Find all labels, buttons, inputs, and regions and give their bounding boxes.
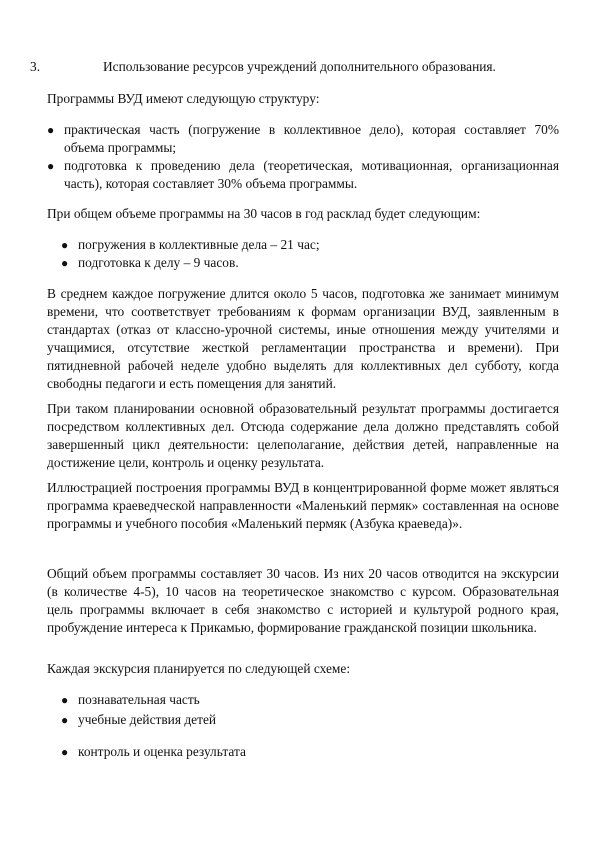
- paragraph-illustration: Иллюстрацией построения программы ВУД в концентрированной форме может являться программа краеведческой направленности «Маленький пермяк» составленная на основе программы и учебного пособия «Маленький пермяк (Азбука краеведа)».: [47, 480, 559, 531]
- bullet-icon: ●: [61, 713, 69, 727]
- paragraph-volume: Общий объем программы составляет 30 часов. Из них 20 часов отводится на экскурсии (в количестве 4-5), 10 часов на теоретическое знакомство с курсом. Образовательная цель программы включает в себя знакомство с историей и культурой родного края, пробуждение интереса к Прикамью, формирование гражданской позиции школьника.: [47, 566, 559, 635]
- list-item-scheme-2: учебные действия детей: [78, 712, 217, 727]
- bullet-icon: ●: [61, 693, 69, 707]
- paragraph-planning: При таком планировании основной образовательный результат программы достигается посредством коллективных дел. Отсюда содержание дела должно представлять собой завершенный цикл деятельности: целеполагание, действия детей, направленные на достижение цели, контроль и оценку результата.: [47, 401, 559, 470]
- list-item-structure-2: подготовка к проведению дела (теоретическая, мотивационная, организационная часть), которая составляет 30% объема программы.: [64, 158, 559, 191]
- list-item-hours-2: подготовка к делу – 9 часов.: [78, 255, 239, 270]
- paragraph-hours-intro: При общем объеме программы на 30 часов в год расклад будет следующим:: [47, 206, 481, 221]
- paragraph-structure-intro: Программы ВУД имеют следующую структуру:: [47, 91, 320, 106]
- paragraph-scheme-intro: Каждая экскурсия планируется по следующей схеме:: [47, 661, 351, 676]
- bullet-icon: ●: [61, 238, 69, 252]
- bullet-icon: ●: [47, 159, 55, 173]
- bullet-icon: ●: [61, 256, 69, 270]
- list-item-hours-1: погружения в коллективные дела – 21 час;: [78, 237, 320, 252]
- list-item-structure-1: практическая часть (погружение в коллективное дело), которая составляет 70% объема программы;: [64, 122, 559, 155]
- bullet-icon: ●: [47, 123, 55, 137]
- list-item-scheme-1: познавательная часть: [78, 692, 200, 707]
- bullet-icon: ●: [61, 745, 69, 759]
- paragraph-immersion: В среднем каждое погружение длится около 5 часов, подготовка же занимает минимум времени, что соответствует требованиям к формам организации ВУД, заявленным в стандартах (отказ от классно-урочной системы, иные отношения между учителями и учащимися, отсутствие жесткой регламентации пространства и времени). При пятидневной рабочей неделе удобно выделять для коллективных дел субботу, когда свободны педагоги и есть помещения для занятий.: [47, 286, 559, 391]
- section-number: 3.: [30, 59, 41, 74]
- section-title: Использование ресурсов учреждений дополнительного образования.: [103, 59, 496, 74]
- list-item-scheme-3: контроль и оценка результата: [78, 744, 246, 759]
